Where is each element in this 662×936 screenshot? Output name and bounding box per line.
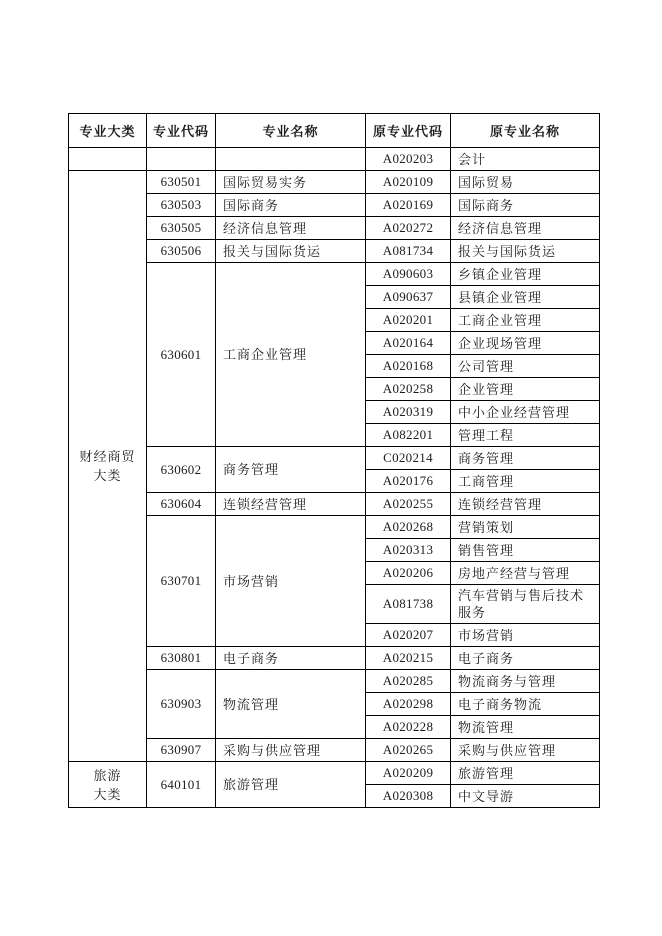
orig-name-cell: 会计 — [451, 148, 600, 171]
orig-code-cell: A020298 — [366, 693, 451, 716]
orig-code-cell: A090603 — [366, 263, 451, 286]
orig-name-cell: 经济信息管理 — [451, 217, 600, 240]
orig-code-cell: A020209 — [366, 762, 451, 785]
orig-name-cell: 企业现场管理 — [451, 332, 600, 355]
orig-name-cell: 公司管理 — [451, 355, 600, 378]
major-code-cell: 630903 — [147, 670, 216, 739]
orig-name-cell: 企业管理 — [451, 378, 600, 401]
orig-code-cell: A020308 — [366, 785, 451, 808]
orig-name-cell: 物流管理 — [451, 716, 600, 739]
table-row — [69, 516, 600, 539]
orig-code-cell: A020265 — [366, 739, 451, 762]
orig-code-cell: A082201 — [366, 424, 451, 447]
orig-name-cell: 物流商务与管理 — [451, 670, 600, 693]
major-code-cell: 630506 — [147, 240, 216, 263]
header-cell-orig-code: 原专业代码 — [366, 114, 451, 148]
orig-code-cell: A020164 — [366, 332, 451, 355]
major-code-cell: 630801 — [147, 647, 216, 670]
header-cell-major-name: 专业名称 — [216, 114, 366, 148]
orig-name-cell: 商务管理 — [451, 447, 600, 470]
major-name-cell: 报关与国际货运 — [216, 240, 366, 263]
table-row — [69, 762, 600, 785]
table-row — [69, 447, 600, 470]
orig-code-cell: C020214 — [366, 447, 451, 470]
orig-code-cell: A020206 — [366, 562, 451, 585]
orig-code-cell: A020169 — [366, 194, 451, 217]
orig-code-cell: A020255 — [366, 493, 451, 516]
orig-name-cell: 旅游管理 — [451, 762, 600, 785]
orig-name-cell: 电子商务物流 — [451, 693, 600, 716]
category-line: 旅游 — [93, 767, 122, 783]
orig-name-cell: 采购与供应管理 — [451, 739, 600, 762]
orig-name-cell: 市场营销 — [451, 624, 600, 647]
category-line: 大类 — [93, 468, 122, 483]
table-row — [69, 217, 600, 240]
table-row — [69, 263, 600, 286]
major-name-cell: 市场营销 — [216, 516, 366, 647]
major-name-cell: 物流管理 — [216, 670, 366, 739]
table-row — [69, 148, 600, 171]
orig-code-cell: A020207 — [366, 624, 451, 647]
orig-code-cell: A020203 — [366, 148, 451, 171]
orig-name-cell: 房地产经营与管理 — [451, 562, 600, 585]
orig-code-cell: A020268 — [366, 516, 451, 539]
major-name-cell: 连锁经营管理 — [216, 493, 366, 516]
orig-code-cell: A020228 — [366, 716, 451, 739]
orig-code-cell: A020313 — [366, 539, 451, 562]
orig-name-cell: 连锁经营管理 — [451, 493, 600, 516]
table-row — [69, 240, 600, 263]
major-code-cell: 630601 — [147, 263, 216, 447]
orig-name-cell: 乡镇企业管理 — [451, 263, 600, 286]
orig-code-cell: A081734 — [366, 240, 451, 263]
major-name-cell: 电子商务 — [216, 647, 366, 670]
orig-name-cell: 县镇企业管理 — [451, 286, 600, 309]
orig-name-cell: 报关与国际货运 — [451, 240, 600, 263]
major-category-cell — [69, 762, 147, 808]
major-code-cell: 630505 — [147, 217, 216, 240]
major-name-cell: 采购与供应管理 — [216, 739, 366, 762]
major-name-cell: 旅游管理 — [216, 762, 366, 808]
category-line: 大类 — [93, 786, 122, 802]
header-cell-category: 专业大类 — [69, 114, 147, 148]
orig-code-cell: A020109 — [366, 171, 451, 194]
major-category-cell — [69, 171, 147, 762]
table-row — [69, 647, 600, 670]
major-code-cell: 630602 — [147, 447, 216, 493]
orig-name-cell: 中小企业经营管理 — [451, 401, 600, 424]
orig-name-cell: 销售管理 — [451, 539, 600, 562]
major-name-cell: 国际贸易实务 — [216, 171, 366, 194]
orig-code-cell: A020272 — [366, 217, 451, 240]
orig-code-cell: A090637 — [366, 286, 451, 309]
major-code-cell — [147, 148, 216, 171]
orig-name-cell: 电子商务 — [451, 647, 600, 670]
major-mapping-table — [68, 113, 600, 808]
orig-name-cell: 工商管理 — [451, 470, 600, 493]
orig-name-cell: 营销策划 — [451, 516, 600, 539]
orig-code-cell: A020215 — [366, 647, 451, 670]
major-code-cell: 630907 — [147, 739, 216, 762]
orig-name-cell: 管理工程 — [451, 424, 600, 447]
major-code-cell: 630501 — [147, 171, 216, 194]
major-code-cell: 630701 — [147, 516, 216, 647]
orig-name-cell: 工商企业管理 — [451, 309, 600, 332]
major-category-cell — [69, 148, 147, 171]
table-body — [69, 148, 600, 808]
header-cell-orig-name: 原专业名称 — [451, 114, 600, 148]
header-cell-major-code: 专业代码 — [147, 114, 216, 148]
orig-name-cell: 国际贸易 — [451, 171, 600, 194]
major-code-cell: 630604 — [147, 493, 216, 516]
orig-code-cell: A020176 — [366, 470, 451, 493]
header-row — [69, 114, 600, 148]
table-row — [69, 739, 600, 762]
orig-code-cell: A020319 — [366, 401, 451, 424]
major-name-cell: 工商企业管理 — [216, 263, 366, 447]
orig-code-cell: A020258 — [366, 378, 451, 401]
major-code-cell: 640101 — [147, 762, 216, 808]
orig-code-cell: A081738 — [366, 585, 451, 624]
orig-code-cell: A020201 — [366, 309, 451, 332]
table-row — [69, 670, 600, 693]
orig-name-cell: 汽车营销与售后技术服务 — [451, 585, 600, 624]
orig-name-cell: 中文导游 — [451, 785, 600, 808]
table-row — [69, 493, 600, 516]
orig-name-cell: 国际商务 — [451, 194, 600, 217]
major-name-cell: 商务管理 — [216, 447, 366, 493]
major-name-cell: 经济信息管理 — [216, 217, 366, 240]
major-name-cell — [216, 148, 366, 171]
major-code-cell: 630503 — [147, 194, 216, 217]
major-name-cell: 国际商务 — [216, 194, 366, 217]
orig-code-cell: A020285 — [366, 670, 451, 693]
orig-code-cell: A020168 — [366, 355, 451, 378]
table-header — [69, 114, 600, 148]
category-line: 财经商贸 — [79, 449, 136, 464]
table-row — [69, 171, 600, 194]
table-row — [69, 194, 600, 217]
